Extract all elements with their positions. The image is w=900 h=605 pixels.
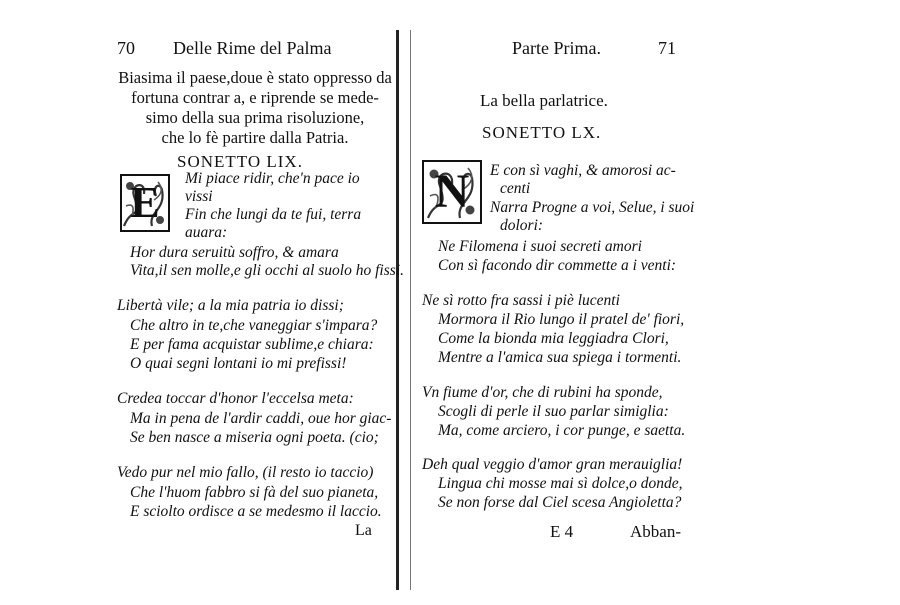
verse-line: Che altro in te,che vaneggiar s'impara? (130, 317, 378, 334)
argument-line: Biasima il paese,doue è stato oppresso da (118, 68, 392, 87)
verse-line: Scogli di perle il suo parlar simiglia: (438, 403, 669, 420)
sonnet-title: SONETTO LX. (482, 123, 602, 142)
sonnet-title: SONETTO LIX. (177, 152, 303, 171)
right-page (420, 0, 710, 605)
running-head: Parte Prima. (512, 38, 601, 58)
verse-line: Come la bionda mia leggiadra Clori, (438, 330, 669, 347)
verse-line: Con sì facondo dir commette a i venti: (438, 257, 677, 274)
verse-line: Ma, come arciero, i cor punge, e saetta. (438, 422, 686, 439)
verse-line: Se ben nasce a miseria ogni poeta. (cio; (130, 429, 379, 446)
verse-line: Se non forse dal Ciel scesa Angioletta? (438, 494, 682, 511)
page-number: 70 (117, 38, 135, 58)
verse-line: Vita,il sen molle,e gli occhi al suolo ho fissi. (130, 262, 404, 279)
verse-line: Hor dura seruitù soffro, & amara (130, 244, 339, 261)
verse-line: Credea toccar d'honor l'eccelsa meta: (117, 390, 354, 407)
verse-line: Mi piace ridir, che'n pace io (185, 170, 360, 187)
verse-line: dolori: (500, 217, 544, 234)
verse-line: E sciolto ordisce a se medesmo il laccio. (130, 503, 382, 520)
argument-line: simo della sua prima risoluzione, (145, 108, 365, 127)
catchword: La (355, 522, 372, 539)
running-head: Delle Rime del Palma (173, 38, 332, 58)
verse-line: centi (500, 180, 531, 197)
drop-cap-ornament (120, 174, 170, 232)
verse-line: Deh qual veggio d'amor gran merauiglia! (422, 456, 683, 473)
gutter-line (410, 30, 411, 590)
verse-line: Lingua chi mosse mai sì dolce,o donde, (438, 475, 683, 492)
catchword: Abban- (630, 522, 681, 541)
argument-line: La bella parlatrice. (480, 91, 608, 110)
verse-line: Ne Filomena i suoi secreti amori (438, 238, 642, 255)
verse-line: auara: (185, 224, 228, 241)
argument-line: fortuna contrar a, e riprende se mede- (131, 88, 379, 107)
verse-line: Fin che lungi da te fui, terra (185, 206, 362, 223)
verse-line: Vedo pur nel mio fallo, (il resto io taccio) (117, 464, 374, 481)
left-page (115, 0, 404, 605)
verse-line: Ma in pena de l'ardir caddi, oue hor giac- (130, 410, 392, 427)
page-number: 71 (658, 38, 676, 58)
gutter-shadow (396, 30, 399, 590)
verse-line: Che l'huom fabbro si fà del suo pianeta, (130, 484, 379, 501)
verse-line: Mentre a l'amica sua spiega i tormenti. (438, 349, 682, 366)
verse-line: E con sì vaghi, & amorosi ac- (490, 162, 676, 179)
verse-line: Mormora il Rio lungo il pratel de' fiori, (438, 311, 685, 328)
drop-cap-letter: E (130, 178, 160, 227)
verse-line: O quai segni lontani io mi prefissi! (130, 355, 347, 372)
drop-cap-letter: N (434, 165, 470, 218)
verse-line: vissi (185, 188, 213, 205)
verse-line: Ne sì rotto fra sassi i piè lucenti (422, 292, 620, 309)
signature-mark: E 4 (550, 522, 574, 541)
verse-line: Libertà vile; a la mia patria io dissi; (117, 297, 344, 314)
drop-cap-ornament (422, 160, 482, 224)
argument-line: che lo fè partire dalla Patria. (161, 128, 349, 147)
verse-line: E per fama acquistar sublime,e chiara: (130, 336, 374, 353)
verse-line: Vn fiume d'or, che di rubini ha sponde, (422, 384, 663, 401)
verse-line: Narra Progne a voi, Selue, i suoi (490, 199, 695, 216)
